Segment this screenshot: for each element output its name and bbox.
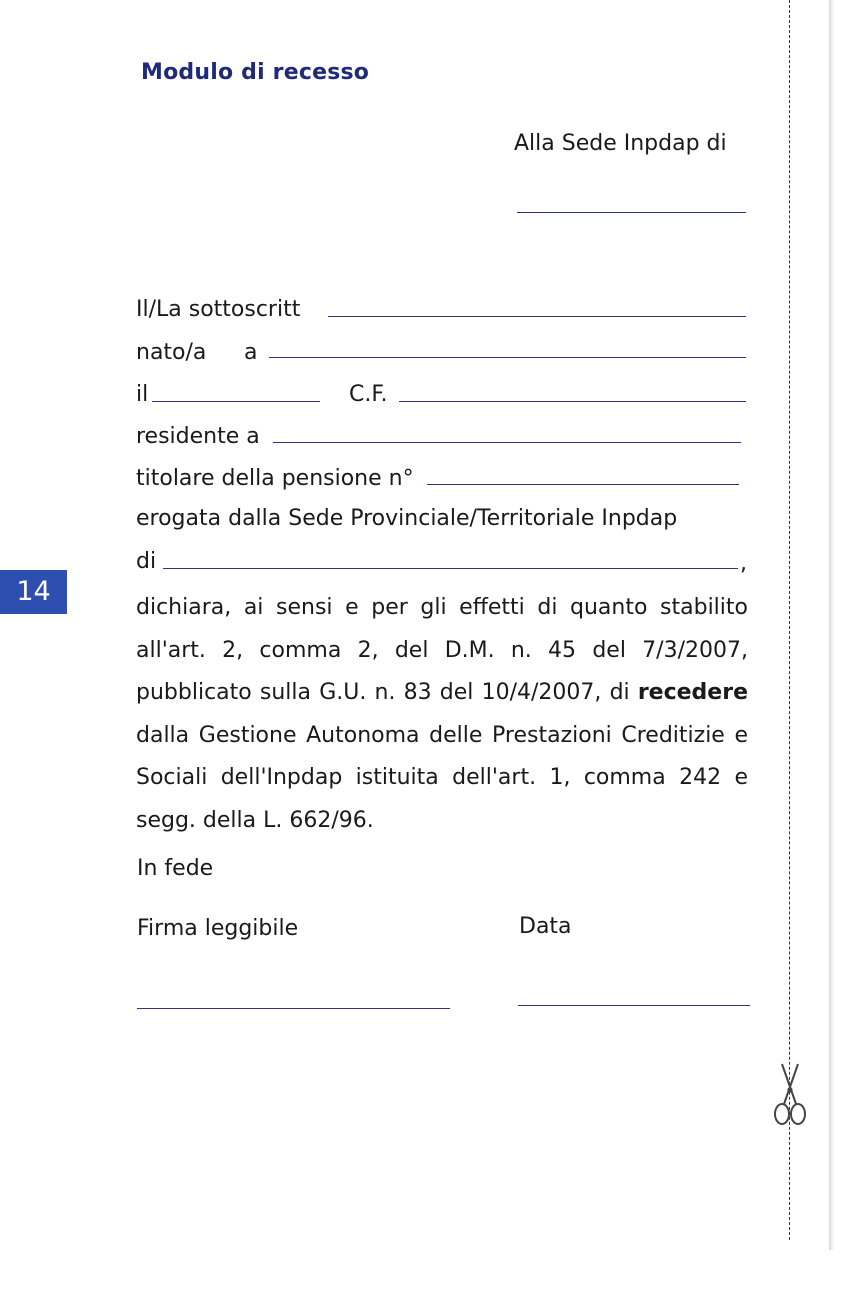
declaration-part2: dalla Gestione Autonoma delle Prestazioni Creditizie e Sociali dell'Inpdap istituita dell'art. 1, comma 242 e segg. della L. 662/96.	[136, 722, 748, 833]
addressee-field[interactable]	[517, 212, 746, 213]
addressee-label: Alla Sede Inpdap di	[514, 131, 727, 156]
pension-number-field[interactable]	[427, 484, 739, 485]
signature-field[interactable]	[137, 1008, 450, 1009]
page-number-badge: 14	[0, 570, 67, 614]
date-field[interactable]	[518, 1005, 750, 1006]
il-label: il	[136, 382, 149, 407]
birthdate-field[interactable]	[152, 401, 320, 402]
erogata-label: erogata dalla Sede Provinciale/Territoriale Inpdap	[136, 506, 678, 531]
nato-a-label: a	[244, 340, 258, 365]
residence-field[interactable]	[273, 442, 741, 443]
residente-label: residente a	[136, 424, 260, 449]
cut-dashed-line	[789, 0, 790, 1240]
date-label: Data	[519, 914, 572, 939]
declaration-text	[136, 587, 748, 842]
sede-field[interactable]	[163, 568, 738, 569]
scissors-icon	[772, 1060, 808, 1132]
cut-edge	[829, 0, 835, 1250]
signature-label: Firma leggibile	[137, 916, 299, 941]
nato-label: nato/a	[136, 340, 207, 365]
birthplace-field[interactable]	[269, 357, 746, 358]
sede-comma: ,	[740, 551, 747, 576]
cf-label: C.F.	[349, 382, 388, 407]
sottoscritto-field[interactable]	[328, 316, 746, 317]
cf-field[interactable]	[399, 401, 746, 402]
form-title: Modulo di recesso	[141, 60, 370, 85]
sottoscritto-label: Il/La sottoscritt	[136, 297, 301, 322]
pensione-label: titolare della pensione n°	[136, 466, 414, 491]
closing-text: In fede	[137, 856, 214, 881]
declaration-part1: dichiara, ai sensi e per gli effetti di quanto stabilito all'art. 2, comma 2, del D.M. n. 45 del 7/3/2007, pubblicato sulla G.U. n. 83 del 10/4/2007, di	[136, 595, 748, 705]
declaration-emphasis: recedere	[637, 680, 748, 705]
di-label: di	[136, 549, 157, 574]
